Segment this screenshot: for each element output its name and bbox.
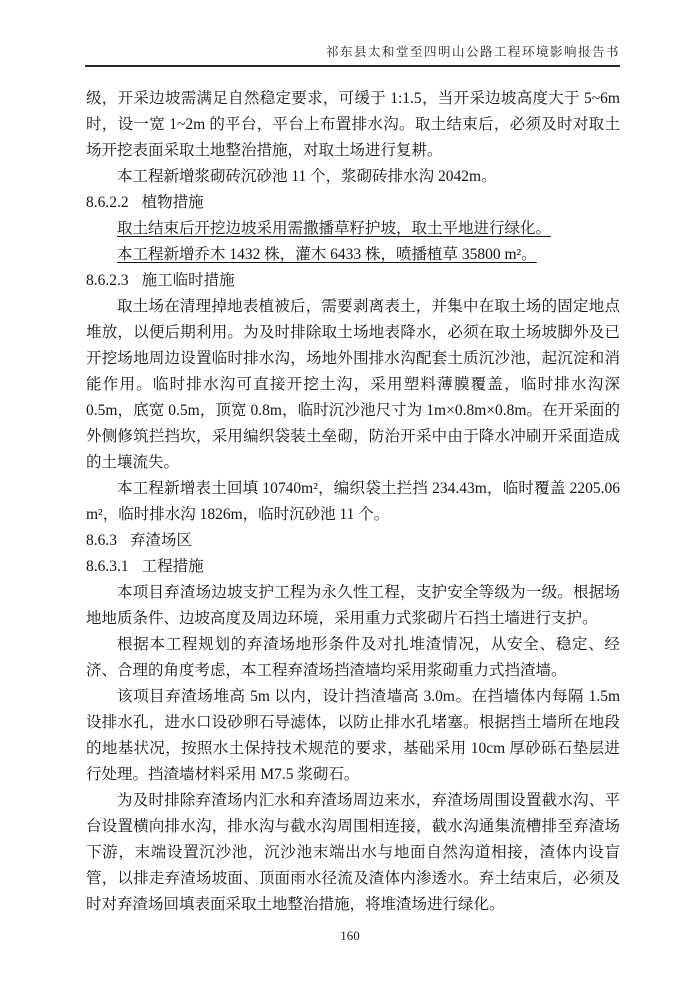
paragraph-wall-design-details: 该项目弃渣场堆高 5m 以内，设计挡渣墙高 3.0m。在挡墙体内每隔 1.5m 设排水孔，进水口设砂卵石导滤体，以防止排水孔堵塞。根据挡土墙所在地段的地基状况，按照水土保持技术规范的要求，基础采用 10cm 厚砂砾石垫层进行处理。挡渣墙材料采用 M7.5 浆砌石。: [86, 688, 620, 783]
section-heading-plant-measures: [86, 190, 620, 216]
page-number: 160: [340, 928, 360, 943]
paragraph-borrow-slope-continuation: 级，开采边坡需满足自然稳定要求，可缓于 1:1.5，当开采边坡高度大于 5~6m 时，设一宽 1~2m 的平台，平台上布置排水沟。取土结束后，必须及时对取土场开挖表面采取土地整治措施，对取土场进行复耕。: [86, 90, 620, 159]
paragraph-drainage-system: 为及时排除弃渣场内汇水和弃渣场周边来水，弃渣场周围设置截水沟、平台设置横向排水沟，排水沟与截水沟周围相连接，截水沟通集流槽排至弃渣场下游，末端设置沉沙池，沉沙池末端出水与地面自然沟道相接，渣体内设盲管，以排走弃渣场坡面、顶面雨水径流及渣体内渗透水。弃土结束后，必须及时对弃渣场回填表面采取土地整治措施，将堆渣场进行绿化。: [86, 792, 620, 913]
heading-number: 8.6.3: [86, 532, 117, 549]
heading-title: 施工临时措施: [141, 272, 235, 289]
page-header: [85, 0, 620, 67]
heading-title: 植物措施: [141, 194, 204, 211]
section-heading-spoil-area: [86, 528, 620, 554]
heading-number: 8.6.2.3: [86, 272, 129, 289]
paragraph-grass-seeding-underlined: 取土结束后开挖边坡采用需撒播草籽护坡，取土平地进行绿化。: [117, 220, 552, 237]
header-rule: [85, 65, 620, 67]
heading-title: 工程措施: [141, 558, 204, 575]
paragraph-slope-support: 本项目弃渣场边坡支护工程为永久性工程，支护安全等级为一级。根据场地地质条件、边坡高度及周边环境，采用重力式浆砌片石挡土墙进行支护。: [86, 584, 620, 627]
page-footer: [0, 928, 700, 944]
heading-number: 8.6.3.1: [86, 558, 129, 575]
header-title: 祁东县太和堂至四明山公路工程环境影响报告书: [325, 45, 620, 59]
paragraph-trees-shrubs-underlined: 本工程新增乔木 1432 株，灌木 6433 株，喷播植草 35800 m²。: [117, 246, 537, 263]
paragraph-new-silt-basins: 本工程新增浆砌砖沉砂池 11 个，浆砌砖排水沟 2042m。: [117, 168, 497, 185]
heading-title: 弃渣场区: [130, 532, 193, 549]
section-heading-temporary-measures: [86, 268, 620, 294]
document-body: [86, 86, 620, 918]
section-heading-engineering-measures: [86, 554, 620, 580]
paragraph-retaining-wall-type: 根据本工程规划的弃渣场地形条件及对扎堆渣情况，从安全、稳定、经济、合理的角度考虑，本工程弃渣场挡渣墙均采用浆砌重力式挡渣墙。: [86, 636, 620, 679]
paragraph-topsoil-backfill-quantities: 本工程新增表土回填 10740m²，编织袋土拦挡 234.43m，临时覆盖 2205.06 m²，临时排水沟 1826m，临时沉砂池 11 个。: [86, 480, 620, 523]
paragraph-topsoil-stripping: 取土场在清理掉地表植被后，需要剥离表土，并集中在取土场的固定地点堆放，以便后期利用。为及时排除取土场地表降水，必须在取土场坡脚外及已开挖场地周边设置临时排水沟，场地外围排水沟配套土质沉沙池，起沉淀和消能作用。临时排水沟可直接开挖土沟，采用塑料薄膜覆盖，临时排水沟深 0.5m，底宽 0.5m，顶宽 0.8m，临时沉沙池尺寸为 1m×0.8m×0.8m。在开采面的外侧修筑拦挡坎，采用编织袋装土垒砌，防治开采中由于降水冲刷开采面造成的土壤流失。: [86, 298, 620, 471]
heading-number: 8.6.2.2: [86, 194, 129, 211]
